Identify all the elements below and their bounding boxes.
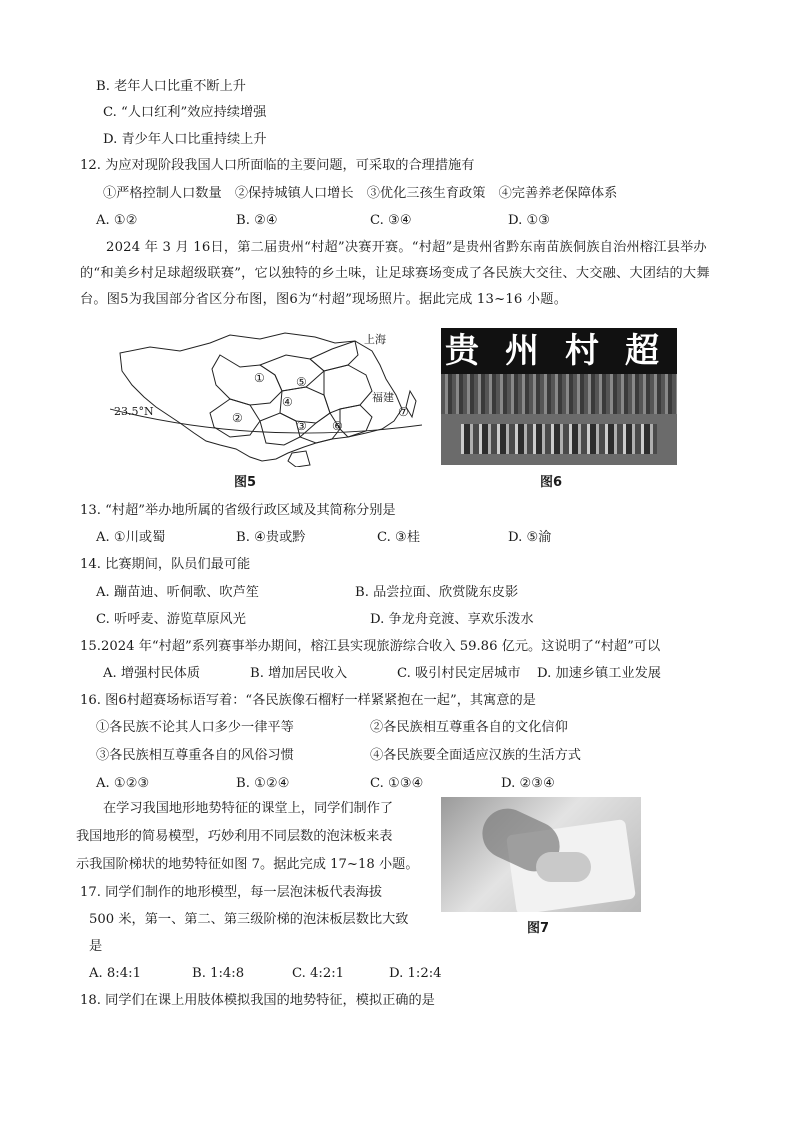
passage2-line-3: 示我国阶梯状的地势特征如图 7。据此完成 17~18 小题。: [76, 857, 419, 872]
banner-char-3: 村: [565, 331, 599, 371]
label-tropic: 23.5°N: [114, 405, 154, 418]
q16-option-c: C. ①③④: [370, 776, 424, 791]
q13-option-d: D. ⑤渝: [508, 530, 552, 545]
marker-5: ⑤: [296, 375, 307, 389]
q12-items: ①严格控制人口数量 ②保持城镇人口增长 ③优化三孩生育政策 ④完善养老保障体系: [103, 186, 618, 201]
q15-option-d: D. 加速乡镇工业发展: [537, 666, 661, 681]
label-fujian: 福建: [372, 391, 394, 404]
label-shanghai: 上海: [364, 333, 386, 346]
q12-option-d: D. ①③: [508, 213, 551, 228]
marker-6: ⑥: [332, 419, 343, 433]
q15-option-c: C. 吸引村民定居城市: [397, 666, 521, 681]
q14-option-d: D. 争龙舟竞渡、享欢乐泼水: [370, 612, 534, 627]
q18-stem: 18. 同学们在课上用肢体模拟我国的地势特征，模拟正确的是: [80, 993, 435, 1008]
q16-option-b: B. ①②④: [236, 776, 290, 791]
q15-stem: 15.2024 年“村超”系列赛事举办期间，榕江县实现旅游综合收入 59.86 亿元。这说明了“村超”可以: [80, 639, 661, 654]
q17-line-1: 17. 同学们制作的地形模型，每一层泡沫板代表海拔: [80, 885, 383, 900]
passage2-line-1: 在学习我国地形地势特征的课堂上，同学们制作了: [103, 801, 394, 816]
q17-option-c: C. 4:2:1: [292, 966, 345, 981]
q12-option-a: A. ①②: [96, 213, 138, 228]
marker-7: ⑦: [398, 405, 409, 419]
marker-3: ③: [296, 419, 307, 433]
marker-2: ②: [232, 411, 243, 425]
banner-char-2: 州: [505, 331, 539, 371]
q11-option-d: D. 青少年人口比重持续上升: [103, 132, 267, 147]
passage2-line-2: 我国地形的简易模型，巧妙利用不同层数的泡沫板来表: [76, 829, 393, 844]
q12-option-c: C. ③④: [370, 213, 412, 228]
q17-line-3: 是: [89, 939, 103, 954]
q15-option-b: B. 增加居民收入: [250, 666, 348, 681]
q12-stem: 12. 为应对现阶段我国人口所面临的主要问题，可采取的合理措施有: [80, 158, 475, 173]
banner-char-4: 超: [625, 331, 659, 371]
q14-option-c: C. 听呼麦、游览草原风光: [96, 612, 246, 627]
q17-option-d: D. 1:2:4: [389, 966, 442, 981]
figure-5-map: [110, 325, 422, 467]
passage-cunchao: 2024 年 3 月 16日，第二届贵州“村超”决赛开赛。“村超”是贵州省黔东南苗族侗族自治州榕江县举办的“和美乡村足球超级联赛”，它以独特的乡土味，让足球赛场变成了各民族大交往、大交融、大团结的大舞台。图5为我国部分省区分布图，图6为“村超”现场照片。据此完成 13~16 小题。: [80, 240, 710, 307]
q16-option-d: D. ②③④: [501, 776, 555, 791]
q12-option-b: B. ②④: [236, 213, 278, 228]
q11-option-c: C. “人口红利”效应持续增强: [103, 105, 267, 120]
q16-option-a: A. ①②③: [96, 776, 150, 791]
q17-option-b: B. 1:4:8: [192, 966, 245, 981]
figure-6-photo: [441, 328, 677, 465]
q14-option-b: B. 品尝拉面、欣赏陇东皮影: [355, 585, 519, 600]
q14-stem: 14. 比赛期间，队员们最可能: [80, 557, 251, 572]
q16-item-3: ③各民族相互尊重各自的风俗习惯: [96, 748, 294, 763]
q16-stem: 16. 图6村超赛场标语写着：“各民族像石榴籽一样紧紧抱在一起”，其寓意的是: [80, 693, 536, 708]
q16-item-1: ①各民族不论其人口多少一律平等: [96, 720, 294, 735]
q15-option-a: A. 增强村民体质: [103, 666, 201, 681]
q17-option-a: A. 8:4:1: [89, 966, 141, 981]
q11-option-b: B. 老年人口比重不断上升: [96, 79, 246, 94]
q16-item-4: ④各民族要全面适应汉族的生活方式: [370, 748, 581, 763]
q13-option-c: C. ③桂: [377, 530, 421, 545]
q14-option-a: A. 蹦苗迪、听侗歌、吹芦笙: [96, 585, 259, 600]
q13-option-b: B. ④贵或黔: [236, 530, 306, 545]
figure-6-caption: 图6: [540, 475, 563, 490]
marker-1: ①: [254, 371, 265, 385]
banner-char-1: 贵: [445, 331, 479, 371]
figure-7-caption: 图7: [527, 921, 550, 936]
q17-line-2: 500 米，第一、第二、第三级阶梯的泡沫板层数比大致: [89, 912, 409, 927]
q16-item-2: ②各民族相互尊重各自的文化信仰: [370, 720, 568, 735]
q13-option-a: A. ①川或蜀: [96, 530, 166, 545]
figure-5-caption: 图5: [234, 475, 257, 490]
figure-7-photo: [441, 797, 641, 912]
q13-stem: 13. “村超”举办地所属的省级行政区域及其简称分别是: [80, 503, 396, 518]
marker-4: ④: [282, 395, 293, 409]
